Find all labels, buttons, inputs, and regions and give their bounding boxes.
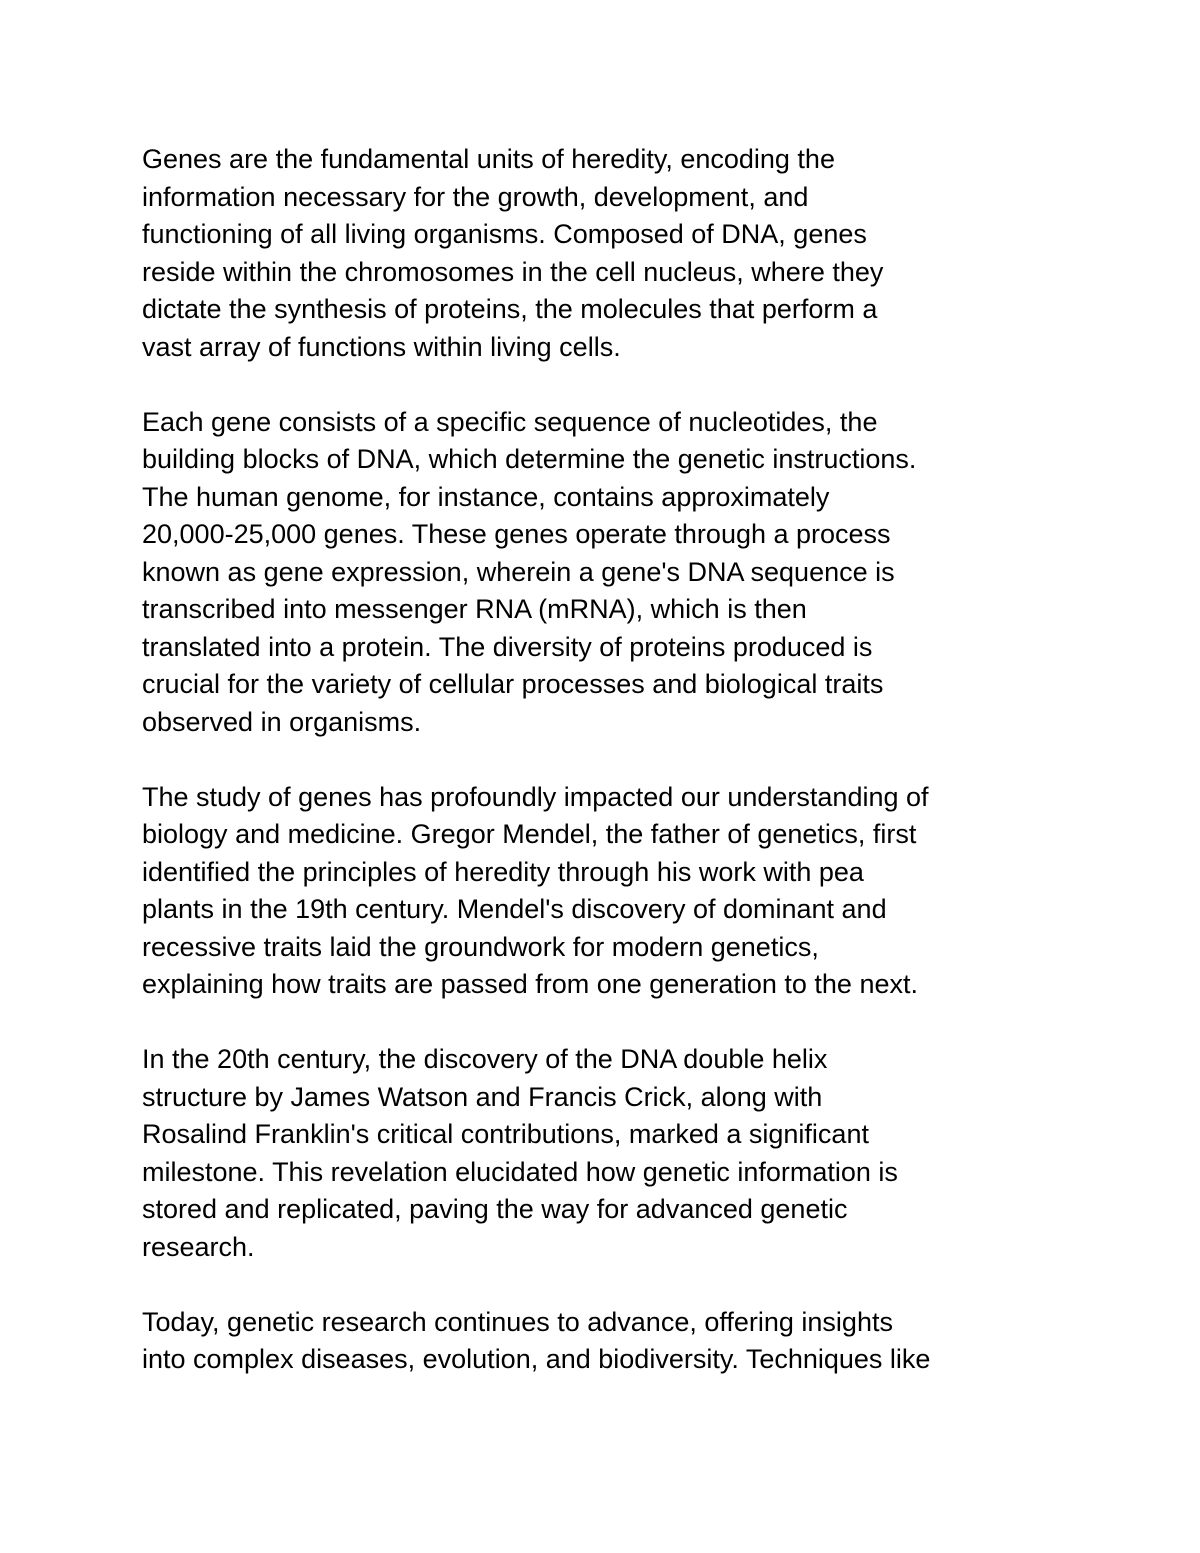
text-line: observed in organisms. [142,706,422,737]
text-line: structure by James Watson and Francis Crick, along with [142,1081,823,1112]
paragraph-3 [142,779,1092,1004]
paragraph-4 [142,1041,1092,1266]
paragraph-5 [142,1304,1092,1379]
text-line: biology and medicine. Gregor Mendel, the father of genetics, first [142,819,917,849]
text-line: In the 20th century, the discovery of the DNA double helix [142,1044,828,1074]
text-line: 20,000-25,000 genes. These genes operate through a process [142,519,891,549]
text-line: recessive traits laid the groundwork for modern genetics, [142,931,819,962]
text-line: crucial for the variety of cellular processes and biological traits [142,669,884,699]
text-line: reside within the chromosomes in the cell nucleus, where they [142,256,884,287]
text-line: The human genome, for instance, contains approximately [142,481,830,512]
paragraph-2 [142,404,1092,742]
text-line: explaining how traits are passed from one generation to the next. [142,969,918,999]
text-line: information necessary for the growth, development, and [142,181,809,212]
text-line: transcribed into messenger RNA (mRNA), which is then [142,594,807,624]
text-line: milestone. This revelation elucidated how genetic information is [142,1156,898,1187]
text-line: dictate the synthesis of proteins, the molecules that perform a [142,294,878,324]
text-line: Today, genetic research continues to advance, offering insights [142,1306,893,1337]
text-line: plants in the 19th century. Mendel's discovery of dominant and [142,894,887,924]
text-line: into complex diseases, evolution, and biodiversity. Techniques like [142,1344,931,1374]
text-line: known as gene expression, wherein a gene's DNA sequence is [142,556,895,587]
text-line: The study of genes has profoundly impacted our understanding of [142,781,929,812]
text-line: research. [142,1231,255,1262]
document-body [142,141,1092,1416]
text-line: Each gene consists of a specific sequence of nucleotides, the [142,406,878,437]
text-line: stored and replicated, paving the way for advanced genetic [142,1194,848,1224]
text-line: identified the principles of heredity through his work with pea [142,856,864,887]
text-line: building blocks of DNA, which determine the genetic instructions. [142,444,917,474]
text-line: Rosalind Franklin's critical contributions, marked a significant [142,1119,869,1149]
text-line: vast array of functions within living cells. [142,331,621,362]
paragraph-1 [142,141,1092,366]
text-line: translated into a protein. The diversity of proteins produced is [142,631,873,662]
text-line: functioning of all living organisms. Composed of DNA, genes [142,219,867,249]
text-line: Genes are the fundamental units of heredity, encoding the [142,144,835,174]
